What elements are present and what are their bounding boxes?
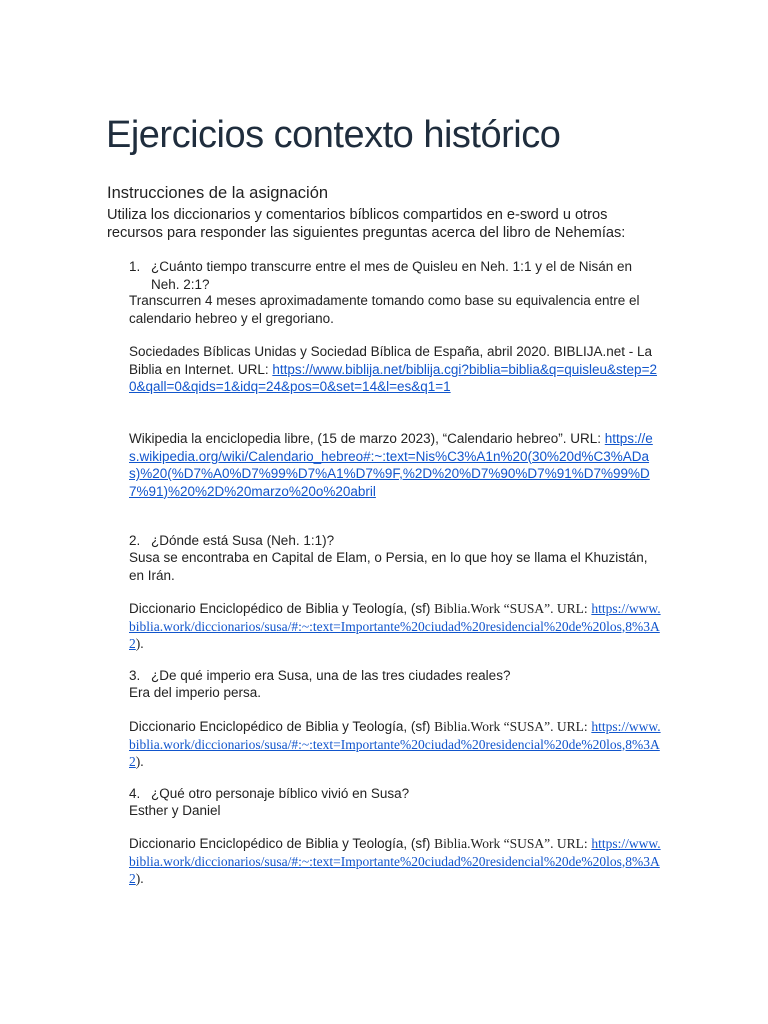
question-1-number: 1.: [129, 259, 141, 274]
reference-3-source: Biblia.Work “SUSA”. URL:: [434, 719, 588, 734]
reference-1b: [129, 430, 661, 500]
reference-2-text: Diccionario Enciclopédico de Biblia y Teología, (sf): [129, 601, 431, 616]
answer-1: Transcurren 4 meses aproximadamente tomando como base su equivalencia entre el calendario hebreo y el gregoriano.: [129, 293, 640, 326]
question-3-number: 3.: [129, 668, 141, 683]
question-1: [129, 258, 661, 293]
reference-1b-link[interactable]: https://es.wikipedia.org/wiki/Calendario_hebreo#:~:text=Nis%C3%A1n%20(30%20d%C3%ADas)%20(%D7%A0%D7%99%D7%A1%D7%9F,%2D%20%D7%90%D7%91%D7%99%D7%91)%20%2D%20marzo%20o%20abril: [129, 431, 653, 499]
section-subtitle: Instrucciones de la asignación: [107, 184, 329, 202]
question-1-text: ¿Cuánto tiempo transcurre entre el mes de Quisleu en Neh. 1:1 y el de Nisán en Neh. 2:1?: [151, 259, 633, 292]
reference-2-tail: ).: [135, 636, 144, 651]
reference-4-source: Biblia.Work “SUSA”. URL:: [434, 836, 588, 851]
reference-2-link[interactable]: https://www.biblia.work/diccionarios/susa/#:~:text=Importante%20ciudad%20residencial%20de%20los,8%3A2: [129, 601, 661, 651]
reference-3-tail: ).: [135, 754, 144, 769]
reference-1a-text: Sociedades Bíblicas Unidas y Sociedad Bíblica de España, abril 2020. BIBLIJA.net - La Biblia en Internet. URL:: [129, 344, 653, 377]
reference-4: [129, 835, 661, 888]
reference-1b-text: Wikipedia la enciclopedia libre, (15 de marzo 2023), “Calendario hebreo”. URL:: [129, 431, 601, 446]
intro-paragraph: Utiliza los diccionarios y comentarios bíblicos compartidos en e-sword u otros recursos para responder las siguientes preguntas acerca del libro de Nehemías:: [107, 207, 626, 241]
answer-4: Esther y Daniel: [129, 803, 221, 818]
reference-1a: [129, 343, 661, 396]
question-4: [129, 785, 661, 803]
reference-2: [129, 600, 661, 653]
reference-3-text: Diccionario Enciclopédico de Biblia y Teología, (sf): [129, 719, 431, 734]
reference-3-link[interactable]: https://www.biblia.work/diccionarios/susa/#:~:text=Importante%20ciudad%20residencial%20de%20los,8%3A2: [129, 719, 661, 769]
reference-4-link[interactable]: https://www.biblia.work/diccionarios/susa/#:~:text=Importante%20ciudad%20residencial%20de%20los,8%3A2: [129, 836, 661, 886]
question-4-number: 4.: [129, 786, 141, 801]
reference-3: [129, 718, 661, 771]
answer-3: Era del imperio persa.: [129, 685, 262, 700]
question-3: [129, 667, 661, 685]
reference-4-tail: ).: [135, 871, 144, 886]
reference-2-source: Biblia.Work “SUSA”. URL:: [434, 601, 588, 616]
reference-4-text: Diccionario Enciclopédico de Biblia y Teología, (sf): [129, 836, 431, 851]
page-title: Ejercicios contexto histórico: [106, 114, 561, 156]
question-2: [129, 532, 661, 550]
question-2-text: ¿Dónde está Susa (Neh. 1:1)?: [151, 533, 335, 548]
reference-1a-link[interactable]: https://www.biblija.net/biblija.cgi?biblia=biblia&q=quisleu&step=20&qall=0&qids=1&idq=24&pos=0&set=14&l=es&q1=1: [129, 361, 657, 394]
question-4-text: ¿Qué otro personaje bíblico vivió en Susa?: [151, 786, 410, 801]
question-2-number: 2.: [129, 533, 141, 548]
question-3-text: ¿De qué imperio era Susa, una de las tres ciudades reales?: [151, 668, 511, 683]
answer-2: Susa se encontraba en Capital de Elam, o Persia, en lo que hoy se llama el Khuzistán, en Irán.: [129, 550, 648, 583]
